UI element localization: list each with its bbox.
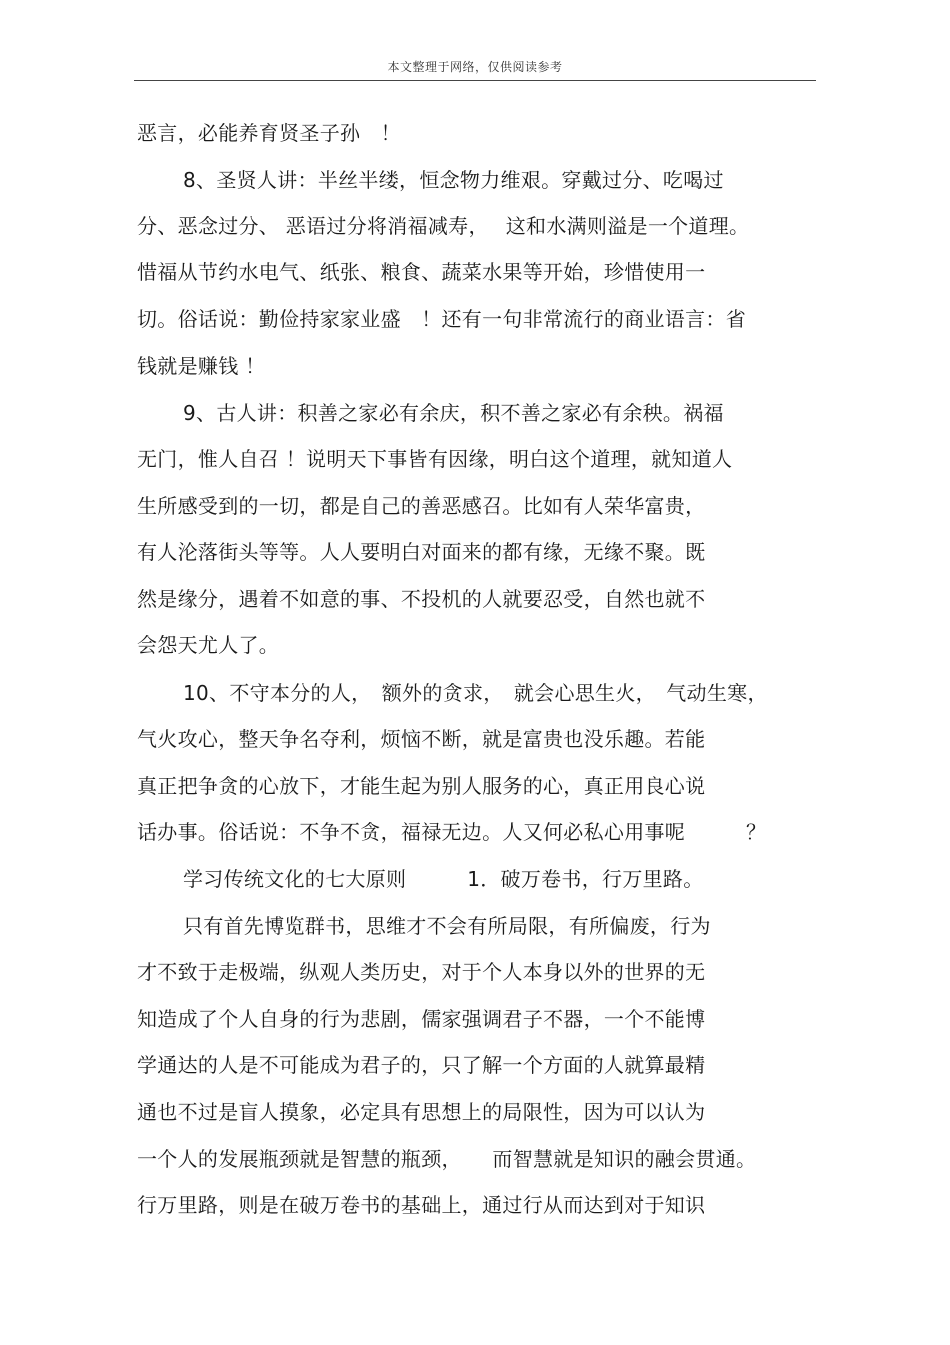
text-line: 钱就是赚钱 ！ (137, 354, 266, 378)
text-line: 恶言，必能养育贤圣子孙 ！ (137, 121, 401, 145)
paragraph-9-start: 9、古人讲：积善之家必有余庆，积不善之家必有余秧。祸福 (183, 401, 724, 425)
text-line: 学通达的人是不可能成为君子的，只了解一个方面的人就算最精 (137, 1053, 706, 1077)
text-line: 无门，惟人自召 ！说明天下事皆有因缘，明白这个道理，就知道人 (137, 447, 733, 471)
text-line: 气火攻心，整天争名夺利，烦恼不断，就是富贵也没乐趣。若能 (137, 727, 706, 751)
text-line: 才不致于走极端，纵观人类历史，对于个人本身以外的世界的无 (137, 960, 706, 984)
text-line: 有人沦落街头等等。人人要明白对面来的都有缘，无缘不聚。既 (137, 540, 706, 564)
section-heading: 学习传统文化的七大原则 1．破万卷书，行万里路。 (183, 867, 704, 891)
page-header: 本文整理于网络，仅供阅读参考 (387, 60, 563, 74)
text-line: 切。俗话说：勤俭持家家业盛 ！还有一句非常流行的商业语言：省 (137, 307, 746, 331)
paragraph-8-start: 8、圣贤人讲：半丝半缕，恒念物力维艰。穿戴过分、吃喝过 (183, 168, 724, 192)
text-line: 一个人的发展瓶颈就是智慧的瓶颈， 而智慧就是知识的融会贯通。 (137, 1147, 757, 1171)
text-line: 然是缘分，遇着不如意的事、不投机的人就要忍受，自然也就不 (137, 587, 706, 611)
text-line: 知造成了个人自身的行为悲剧，儒家强调君子不器，一个不能博 (137, 1007, 706, 1031)
header-divider (134, 80, 816, 81)
paragraph-10-start: 10、不守本分的人， 额外的贪求， 就会心思生火， 气动生寒， (183, 681, 768, 705)
text-line: 分、恶念过分、 恶语过分将消福减寿， 这和水满则溢是一个道理。 (137, 214, 750, 238)
text-line: 惜福从节约水电气、纸张、粮食、蔬菜水果等开始，珍惜使用一 (137, 260, 706, 284)
text-line: 话办事。俗话说：不争不贪，福禄无边。人又何必私心用事呢 ？ (137, 820, 767, 844)
text-line: 生所感受到的一切，都是自己的善恶感召。比如有人荣华富贵， (137, 494, 706, 518)
text-line: 会怨天尤人了。 (137, 633, 280, 657)
text-line: 通也不过是盲人摸象，必定具有思想上的局限性，因为可以认为 (137, 1100, 706, 1124)
paragraph-principle-1-start: 只有首先博览群书，思维才不会有所局限，有所偏废，行为 (183, 914, 711, 938)
text-line: 行万里路，则是在破万卷书的基础上，通过行从而达到对于知识 (137, 1193, 706, 1217)
text-line: 真正把争贪的心放下，才能生起为别人服务的心，真正用良心说 (137, 774, 706, 798)
